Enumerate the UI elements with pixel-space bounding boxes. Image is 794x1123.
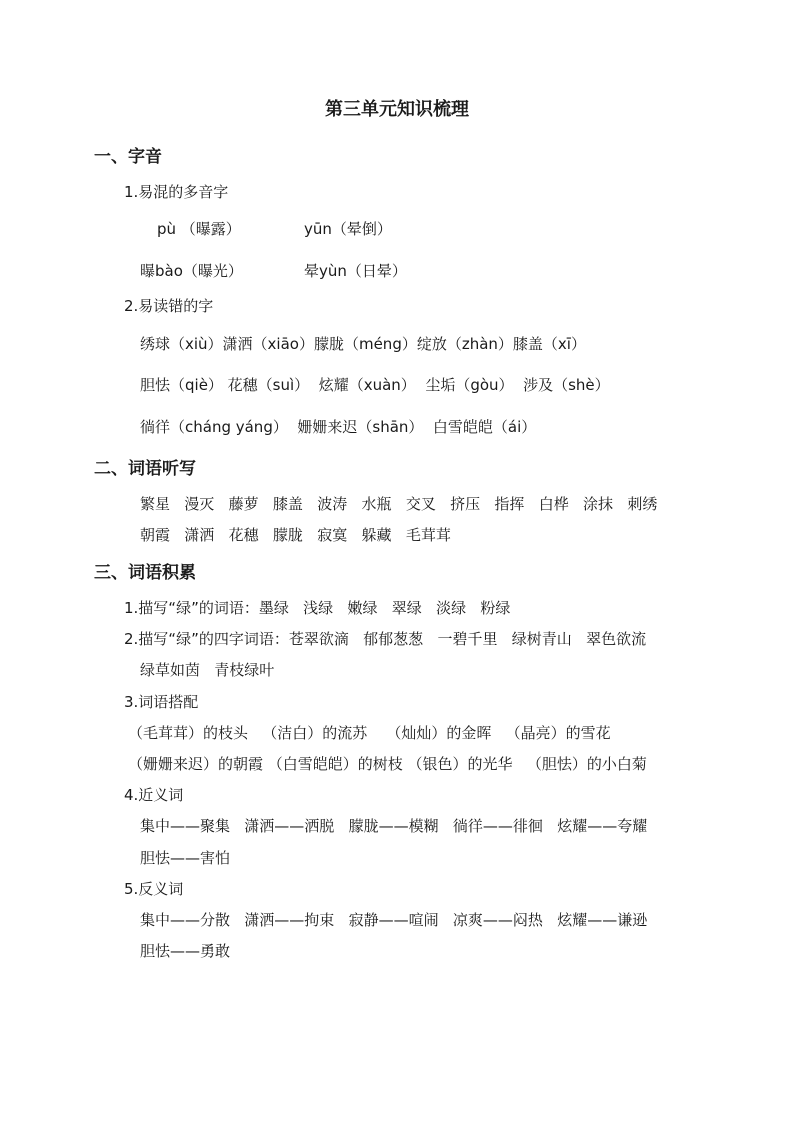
section-heading-dictation: 二、词语听写 [94, 459, 196, 479]
pronunciation-yun1: yūn（晕倒） [304, 220, 392, 238]
vocab-green-idioms: 2.描写“绿”的四字词语：苍翠欲滴 郁郁葱葱 一碧千里 绿树青山 翠色欲流 [124, 630, 647, 648]
antonyms-line-2: 胆怯——勇敢 [140, 942, 231, 960]
pronunciation-pu: pù （曝露） [157, 220, 241, 238]
section-heading-vocabulary: 三、词语积累 [94, 563, 196, 583]
misread-line-1: 绣球（xiù）潇洒（xiāo）朦胧（méng）绽放（zhàn）膝盖（xī） [140, 335, 586, 353]
vocab-green-idioms-cont: 绿草如茵 青枝绿叶 [140, 661, 275, 679]
synonyms-line-1: 集中——聚集 潇洒——洒脱 朦胧——模糊 徜徉——徘徊 炫耀——夸耀 [140, 817, 648, 835]
antonyms-line-1: 集中——分散 潇洒——拘束 寂静——喧闹 凉爽——闷热 炫耀——谦逊 [140, 911, 648, 929]
misread-line-3: 徜徉（cháng yáng） 姗姗来迟（shān） 白雪皑皑（ái） [140, 418, 537, 436]
vocab-green-words: 1.描写“绿”的词语：墨绿 浅绿 嫩绿 翠绿 淡绿 粉绿 [124, 599, 511, 617]
synonyms-line-2: 胆怯——害怕 [140, 849, 231, 867]
subheading-misread: 2.易读错的字 [124, 297, 214, 315]
dictation-line-1: 繁星 漫灭 藤萝 膝盖 波涛 水瓶 交叉 挤压 指挥 白桦 涂抹 刺绣 [140, 495, 658, 513]
collocation-line-1: （毛茸茸）的枝头 （洁白）的流苏 （灿灿）的金晖 （晶亮）的雪花 [128, 724, 611, 742]
page-title: 第三单元知识梳理 [325, 99, 469, 120]
pronunciation-yun4: 晕yùn（日晕） [304, 262, 407, 280]
subheading-polyphonic: 1.易混的多音字 [124, 183, 229, 201]
subheading-collocation: 3.词语搭配 [124, 693, 199, 711]
collocation-line-2: （姗姗来迟）的朝霞 （白雪皑皑）的树枝 （银色）的光华 （胆怯）的小白菊 [128, 755, 647, 773]
misread-line-2: 胆怯（qiè） 花穗（suì） 炫耀（xuàn） 尘垢（gòu） 涉及（shè） [140, 376, 610, 394]
pronunciation-bao: 曝bào（曝光） [140, 262, 243, 280]
section-heading-pronunciation: 一、字音 [94, 147, 162, 167]
subheading-antonyms: 5.反义词 [124, 880, 184, 898]
subheading-synonyms: 4.近义词 [124, 786, 184, 804]
dictation-line-2: 朝霞 潇洒 花穗 朦胧 寂寞 躲藏 毛茸茸 [140, 526, 451, 544]
